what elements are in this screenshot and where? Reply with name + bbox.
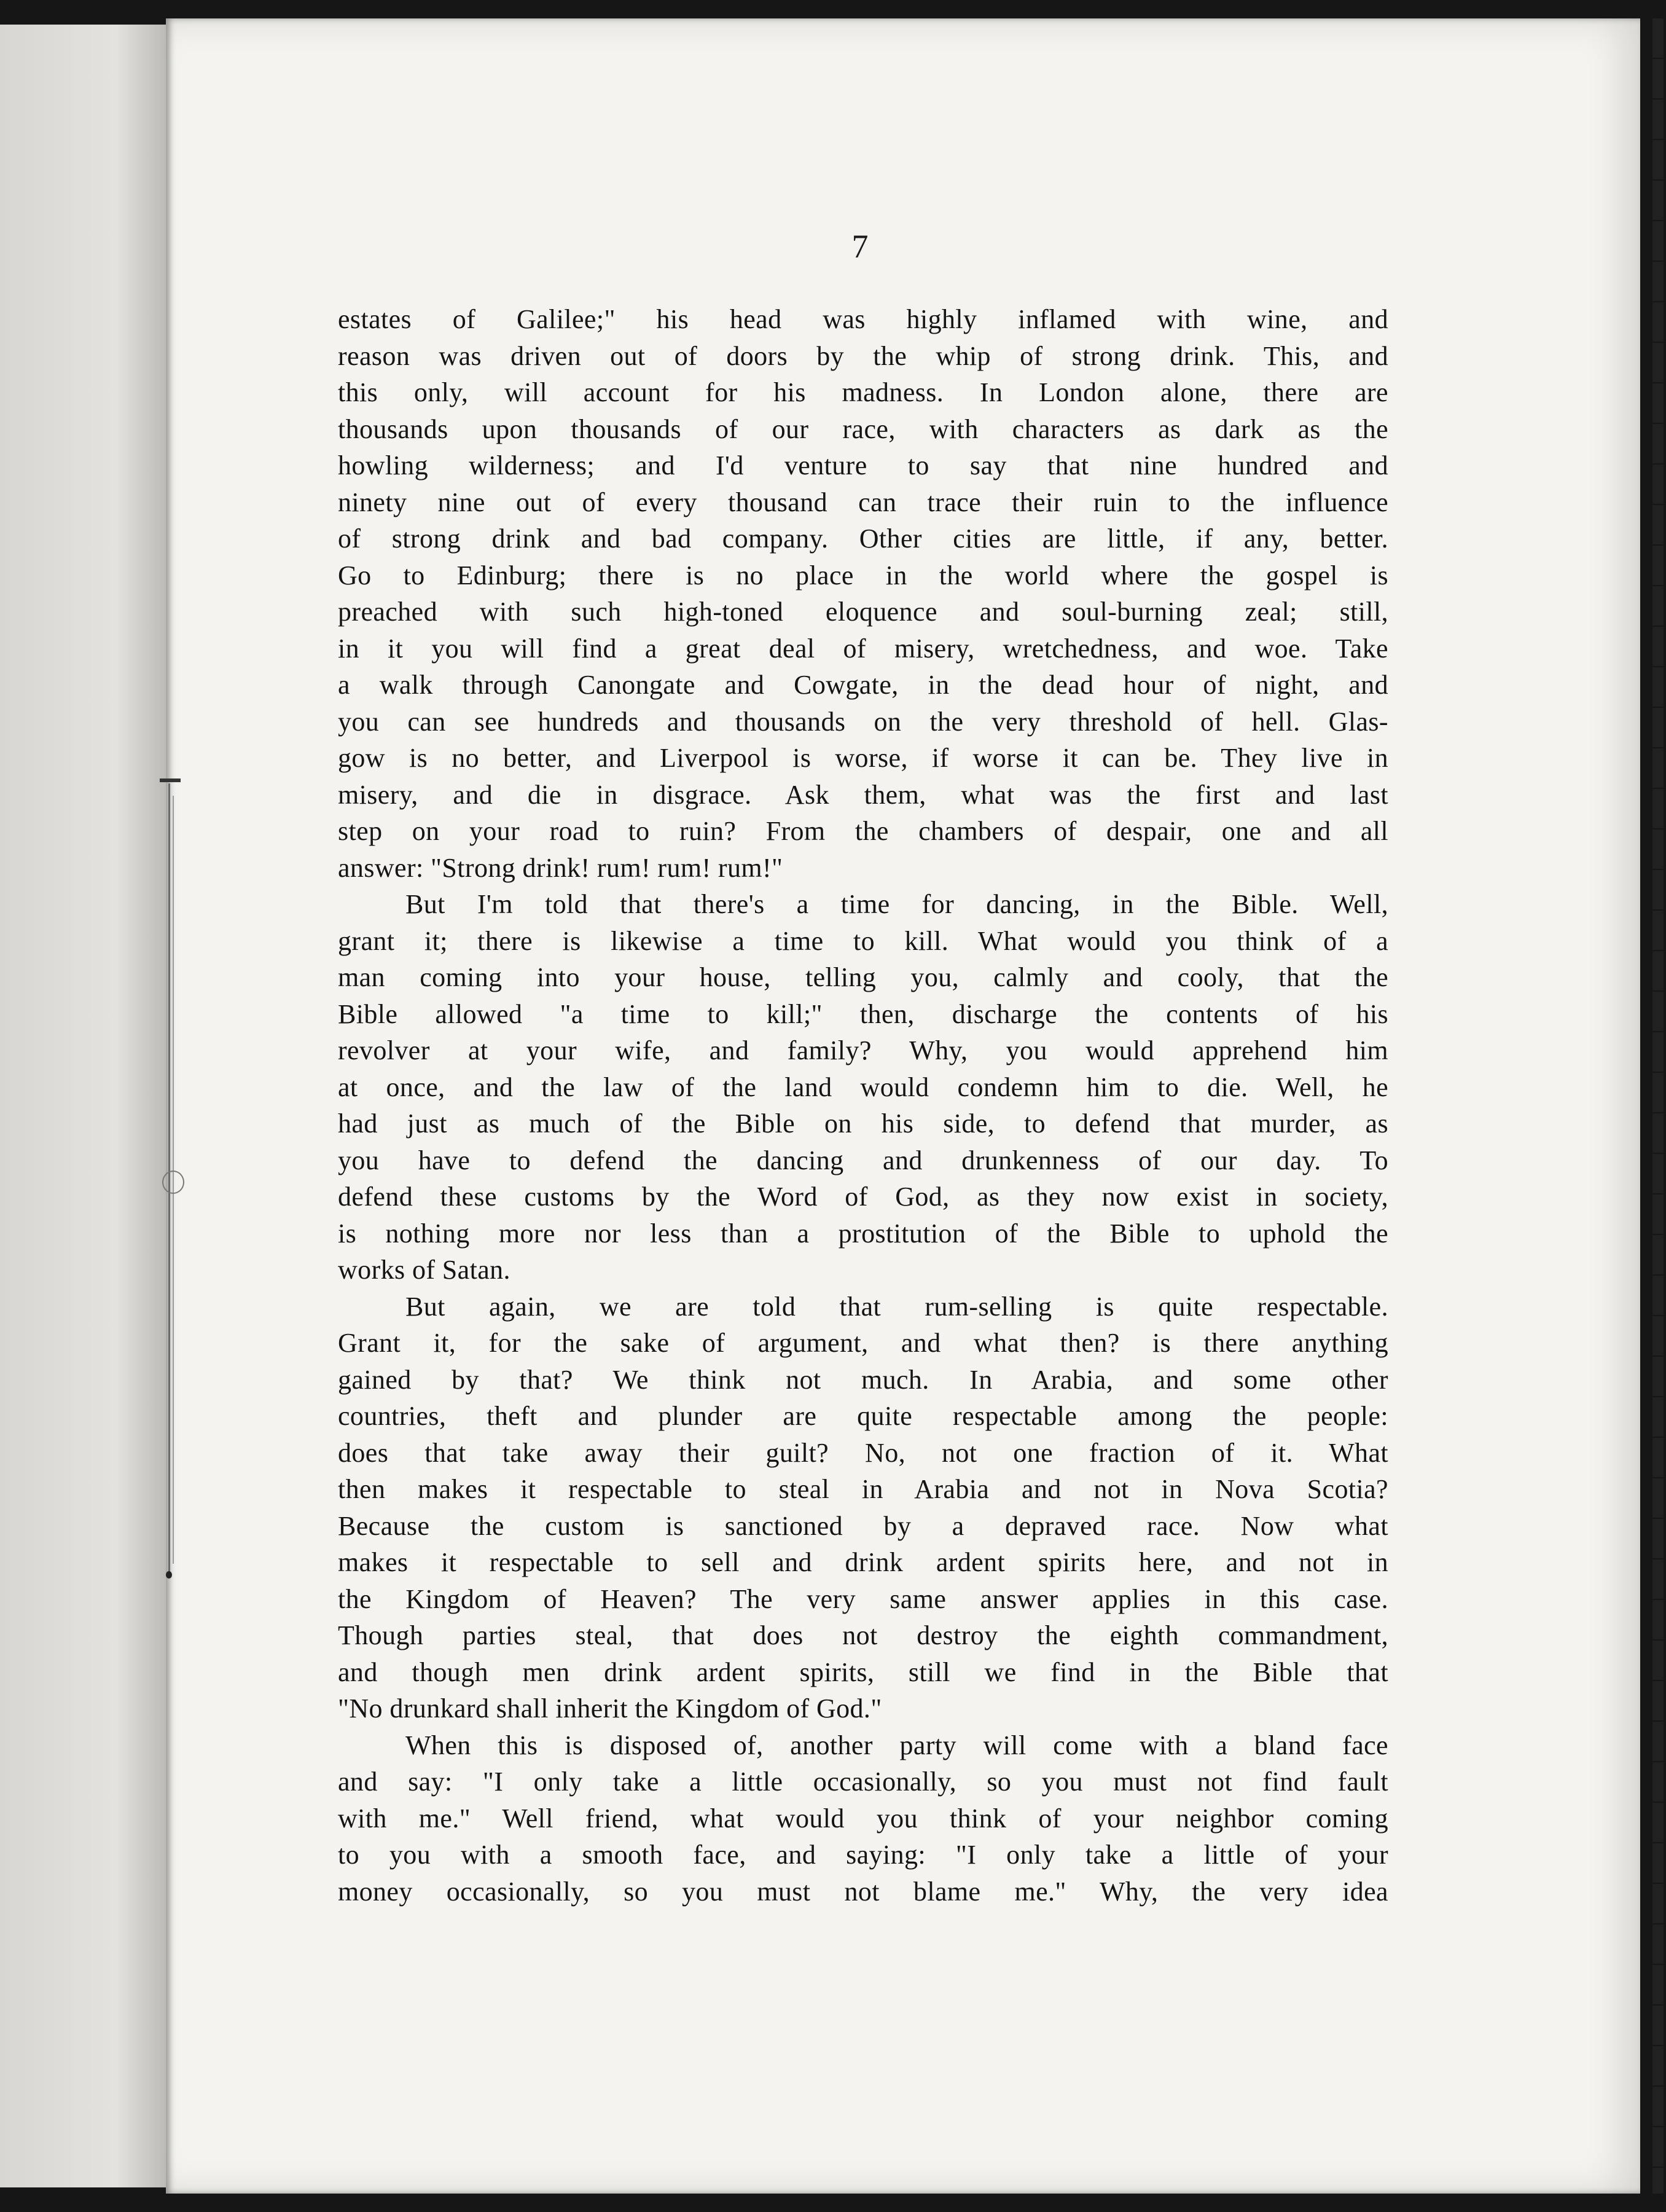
page-number: 7 bbox=[851, 228, 869, 265]
text-line: you have to defend the dancing and drunkenness of our day. To bbox=[338, 1145, 1388, 1175]
text-line: then makes it respectable to steal in Arabia and not in Nova Scotia? bbox=[338, 1474, 1388, 1504]
binding-thread bbox=[160, 783, 184, 1579]
show-through-text bbox=[1652, 18, 1666, 2194]
text-line: "No drunkard shall inherit the Kingdom of God." bbox=[338, 1693, 882, 1724]
body-text bbox=[338, 301, 1388, 1910]
text-line: this only, will account for his madness. In London alone, there are bbox=[338, 377, 1388, 407]
text-line: Go to Edinburg; there is no place in the world where the gospel is bbox=[338, 560, 1388, 590]
text-line: Bible allowed "a time to kill;" then, discharge the contents of his bbox=[338, 998, 1388, 1029]
text-line: is nothing more nor less than a prostitution of the Bible to uphold the bbox=[338, 1218, 1388, 1249]
text-line: and say: "I only take a little occasionally, so you must not find fault bbox=[338, 1767, 1388, 1797]
text-line: makes it respectable to sell and drink ardent spirits here, and not in bbox=[338, 1547, 1388, 1577]
paragraph-first-line: When this is disposed of, another party will come with a bland face bbox=[405, 1730, 1388, 1760]
text-line: to you with a smooth face, and saying: "I only take a little of your bbox=[338, 1840, 1388, 1870]
text-line: defend these customs by the Word of God, as they now exist in society, bbox=[338, 1182, 1388, 1212]
text-line: grant it; there is likewise a time to kill. What would you think of a bbox=[338, 925, 1388, 956]
text-line: you can see hundreds and thousands on the very threshold of hell. Glas- bbox=[338, 706, 1388, 737]
paragraph-first-line: But I'm told that there's a time for dancing, in the Bible. Well, bbox=[405, 889, 1388, 919]
text-line: with me." Well friend, what would you think of your neighbor coming bbox=[338, 1803, 1388, 1834]
text-line: works of Satan. bbox=[338, 1255, 510, 1285]
text-line: of strong drink and bad company. Other cities are little, if any, better. bbox=[338, 524, 1388, 554]
previous-page-edge bbox=[0, 25, 166, 2187]
text-line: preached with such high-toned eloquence and soul-burning zeal; still, bbox=[338, 597, 1388, 627]
text-line: thousands upon thousands of our race, with characters as dark as the bbox=[338, 414, 1388, 444]
text-line: a walk through Canongate and Cowgate, in the dead hour of night, and bbox=[338, 670, 1388, 700]
text-line: reason was driven out of doors by the whip of strong drink. This, and bbox=[338, 340, 1388, 371]
text-line: at once, and the law of the land would condemn him to die. Well, he bbox=[338, 1072, 1388, 1102]
text-line: revolver at your wife, and family? Why, you would apprehend him bbox=[338, 1035, 1388, 1065]
text-line: estates of Galilee;" his head was highly inflamed with wine, and bbox=[338, 304, 1388, 334]
text-line: gow is no better, and Liverpool is worse, if worse it can be. They live in bbox=[338, 743, 1388, 773]
text-line: Grant it, for the sake of argument, and what then? is there anything bbox=[338, 1328, 1388, 1358]
text-line: gained by that? We think not much. In Arabia, and some other bbox=[338, 1364, 1388, 1395]
text-line: man coming into your house, telling you, calmly and cooly, that the bbox=[338, 962, 1388, 992]
text-line: step on your road to ruin? From the chambers of despair, one and all bbox=[338, 816, 1388, 846]
text-line: the Kingdom of Heaven? The very same answer applies in this case. bbox=[338, 1583, 1388, 1614]
text-line: Because the custom is sanctioned by a depraved race. Now what bbox=[338, 1510, 1388, 1541]
text-line: money occasionally, so you must not blame me." Why, the very idea bbox=[338, 1876, 1388, 1907]
text-line: does that take away their guilt? No, not one fraction of it. What bbox=[338, 1437, 1388, 1468]
text-line: and though men drink ardent spirits, still we find in the Bible that bbox=[338, 1657, 1388, 1687]
paragraph-first-line: But again, we are told that rum-selling is quite respectable. bbox=[405, 1291, 1388, 1322]
text-line: answer: "Strong drink! rum! rum! rum!" bbox=[338, 852, 783, 883]
text-line: ninety nine out of every thousand can trace their ruin to the influence bbox=[338, 487, 1388, 517]
text-line: Though parties steal, that does not destroy the eighth commandment, bbox=[338, 1620, 1388, 1650]
text-line: howling wilderness; and I'd venture to say that nine hundred and bbox=[338, 450, 1388, 480]
text-line: misery, and die in disgrace. Ask them, what was the first and last bbox=[338, 779, 1388, 810]
text-line: in it you will find a great deal of misery, wretchedness, and woe. Take bbox=[338, 633, 1388, 664]
text-line: had just as much of the Bible on his side, to defend that murder, as bbox=[338, 1108, 1388, 1139]
text-line: countries, theft and plunder are quite respectable among the people: bbox=[338, 1401, 1388, 1431]
